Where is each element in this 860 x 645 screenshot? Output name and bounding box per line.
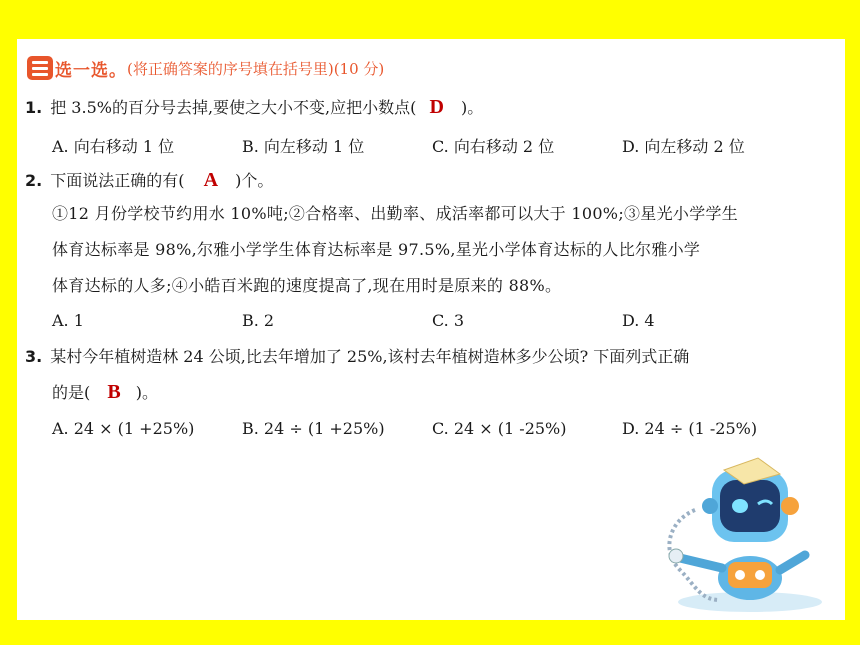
option-a: A. 24 × (1 +25%) (52, 419, 195, 438)
option-d: D. 24 ÷ (1 -25%) (622, 419, 758, 438)
body-line: ①12 月份学校节约用水 10%吨;②合格率、出勤率、成活率都可以大于 100%;③星光小学学生 (52, 204, 739, 223)
option-c: C. 3 (432, 311, 465, 330)
question-3-line2 (52, 382, 158, 403)
robot-illustration (640, 450, 840, 620)
answer-mark: A (203, 169, 219, 191)
section-note: (将正确答案的序号填在括号里)(10 分) (127, 59, 385, 78)
question-stem: 下面说法正确的有( (50, 171, 185, 190)
section-header (27, 54, 384, 82)
question-2-body (52, 196, 842, 304)
answer-mark: B (107, 381, 121, 403)
option-b: B. 向左移动 1 位 (242, 137, 365, 156)
option-c: C. 向右移动 2 位 (432, 137, 555, 156)
option-d: D. 向左移动 2 位 (622, 137, 745, 156)
question-1 (25, 97, 483, 118)
question-stem: 某村今年植树造林 24 公顷,比去年增加了 25%,该村去年植树造林多少公顷? 下面列式正确 (50, 347, 690, 366)
question-stem: 把 3.5%的百分号去掉,要使之大小不变,应把小数点( (50, 98, 417, 117)
option-b: B. 24 ÷ (1 +25%) (242, 419, 385, 438)
option-b: B. 2 (242, 311, 275, 330)
body-line: 体育达标的人多;④小皓百米跑的速度提高了,现在用时是原来的 88%。 (52, 276, 562, 295)
question-number: 2. (25, 171, 43, 190)
option-c: C. 24 × (1 -25%) (432, 419, 567, 438)
option-a: A. 向右移动 1 位 (52, 137, 175, 156)
option-d: D. 4 (622, 311, 655, 330)
question-stem-end: )。 (135, 383, 159, 402)
question-number: 1. (25, 98, 43, 117)
question-number: 3. (25, 347, 43, 366)
option-a: A. 1 (52, 311, 84, 330)
body-line: 体育达标率是 98%,尔雅小学学生体育达标率是 97.5%,星光小学体育达标的人比尔雅小学 (52, 240, 701, 259)
answer-mark: D (429, 96, 444, 118)
question-stem-end: )。 (461, 98, 484, 117)
section-title: 选一选。 (55, 60, 127, 81)
section-three-icon (27, 56, 53, 80)
question-stem-end: )个。 (235, 171, 274, 190)
question-3 (25, 347, 689, 367)
question-stem: 的是( (52, 383, 91, 402)
question-2 (25, 170, 273, 191)
